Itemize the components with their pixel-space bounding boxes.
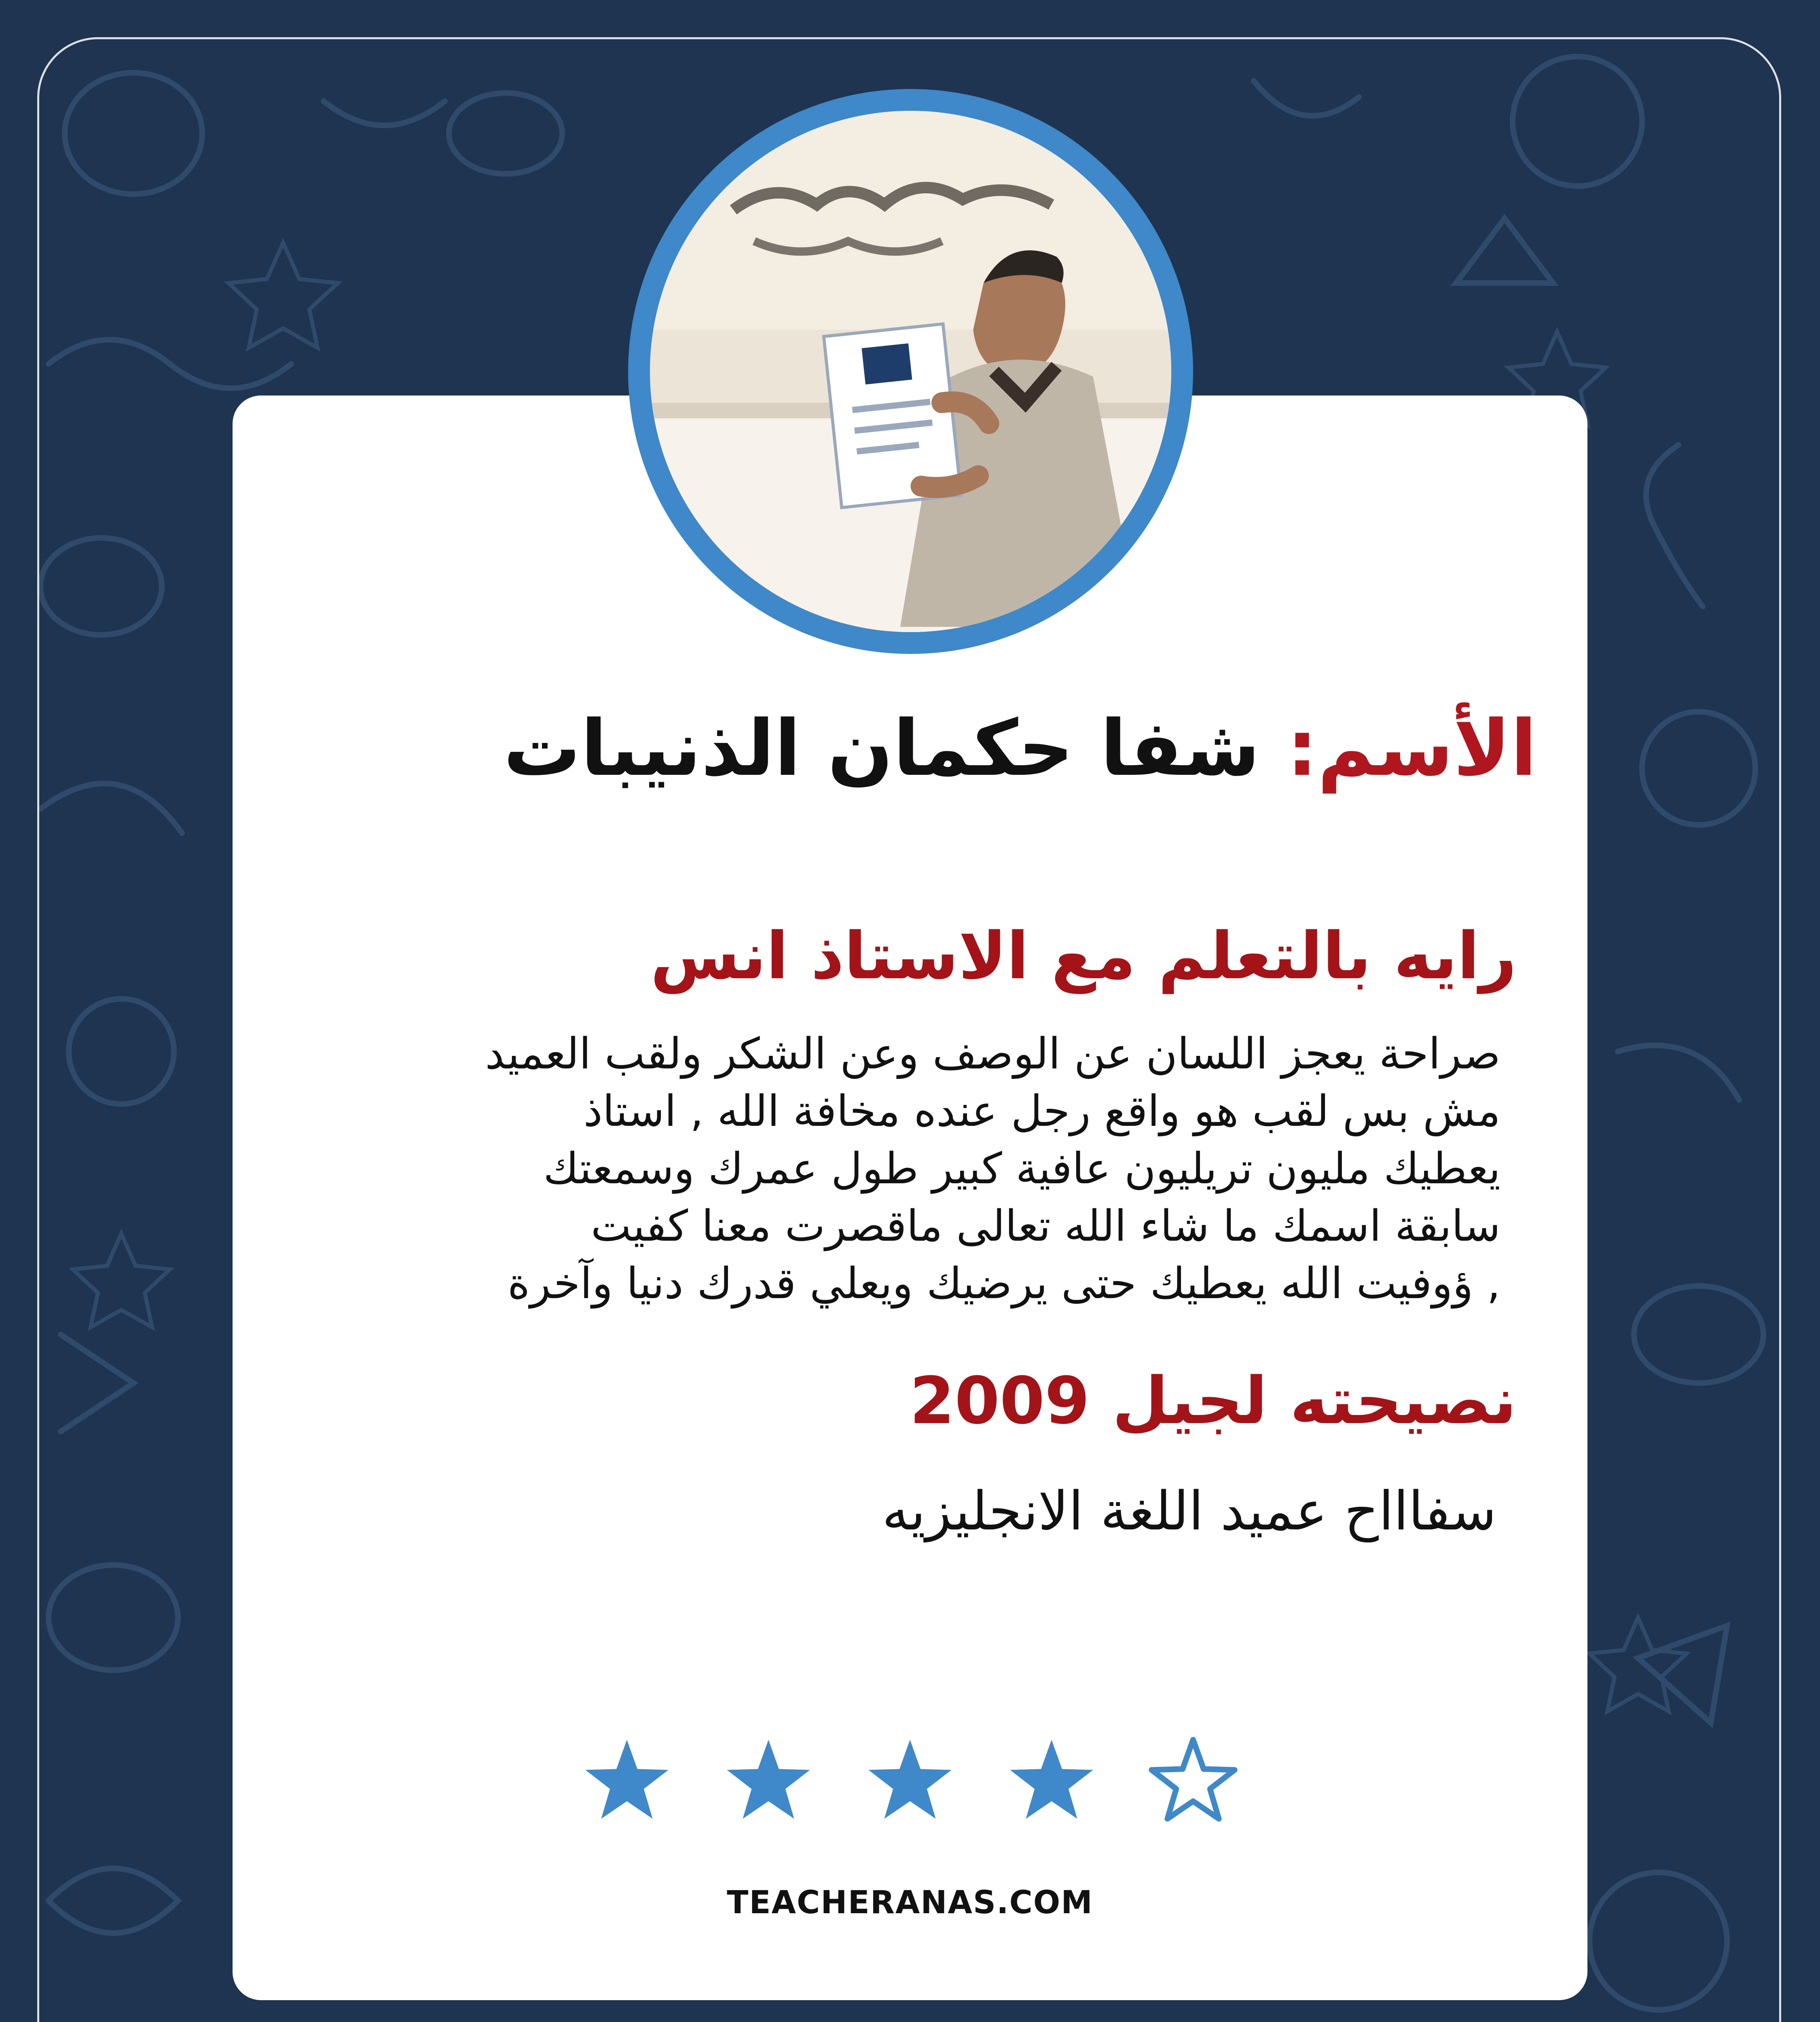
- opinion-line: سابقة اسمك ما شاء الله تعالى ماقصرت معنا كفيت: [590, 1201, 1500, 1251]
- star-filled-icon: [585, 1740, 668, 1819]
- star-filled-icon: [1010, 1740, 1093, 1819]
- star-filled-icon: [727, 1740, 810, 1819]
- opinion-line: مش بس لقب هو واقع رجل عنده مخافة الله , استاذ: [583, 1086, 1500, 1136]
- star-empty-icon: [1151, 1740, 1234, 1819]
- opinion-line: , ؤوفيت الله يعطيك حتى يرضيك ويعلي قدرك دنيا وآخرة: [507, 1258, 1500, 1308]
- advice-heading: نصيحته لجيل 2009: [910, 1363, 1517, 1438]
- opinion-heading: رايه بالتعلم مع الاستاذ انس: [650, 918, 1517, 994]
- advice-text: سفاااح عميد اللغة الانجليزيه: [882, 1480, 1496, 1542]
- name-label: الأسم:: [1287, 704, 1537, 793]
- name-value: شفا حكمان الذنيبات: [503, 704, 1260, 793]
- student-name: [243, 704, 1537, 793]
- opinion-text: [328, 1025, 1500, 1312]
- avatar: [628, 89, 1193, 654]
- website-url: TEACHERANAS.COM: [727, 1885, 1093, 1921]
- opinion-line: يعطيك مليون تريليون عافية كبير طول عمرك وسمعتك: [543, 1144, 1500, 1193]
- star-filled-icon: [868, 1740, 951, 1819]
- profile-photo: [650, 111, 1171, 632]
- opinion-line: صراحة يعجز اللسان عن الوصف وعن الشكر ولقب العميد: [485, 1029, 1500, 1079]
- star-rating: [574, 1735, 1262, 1832]
